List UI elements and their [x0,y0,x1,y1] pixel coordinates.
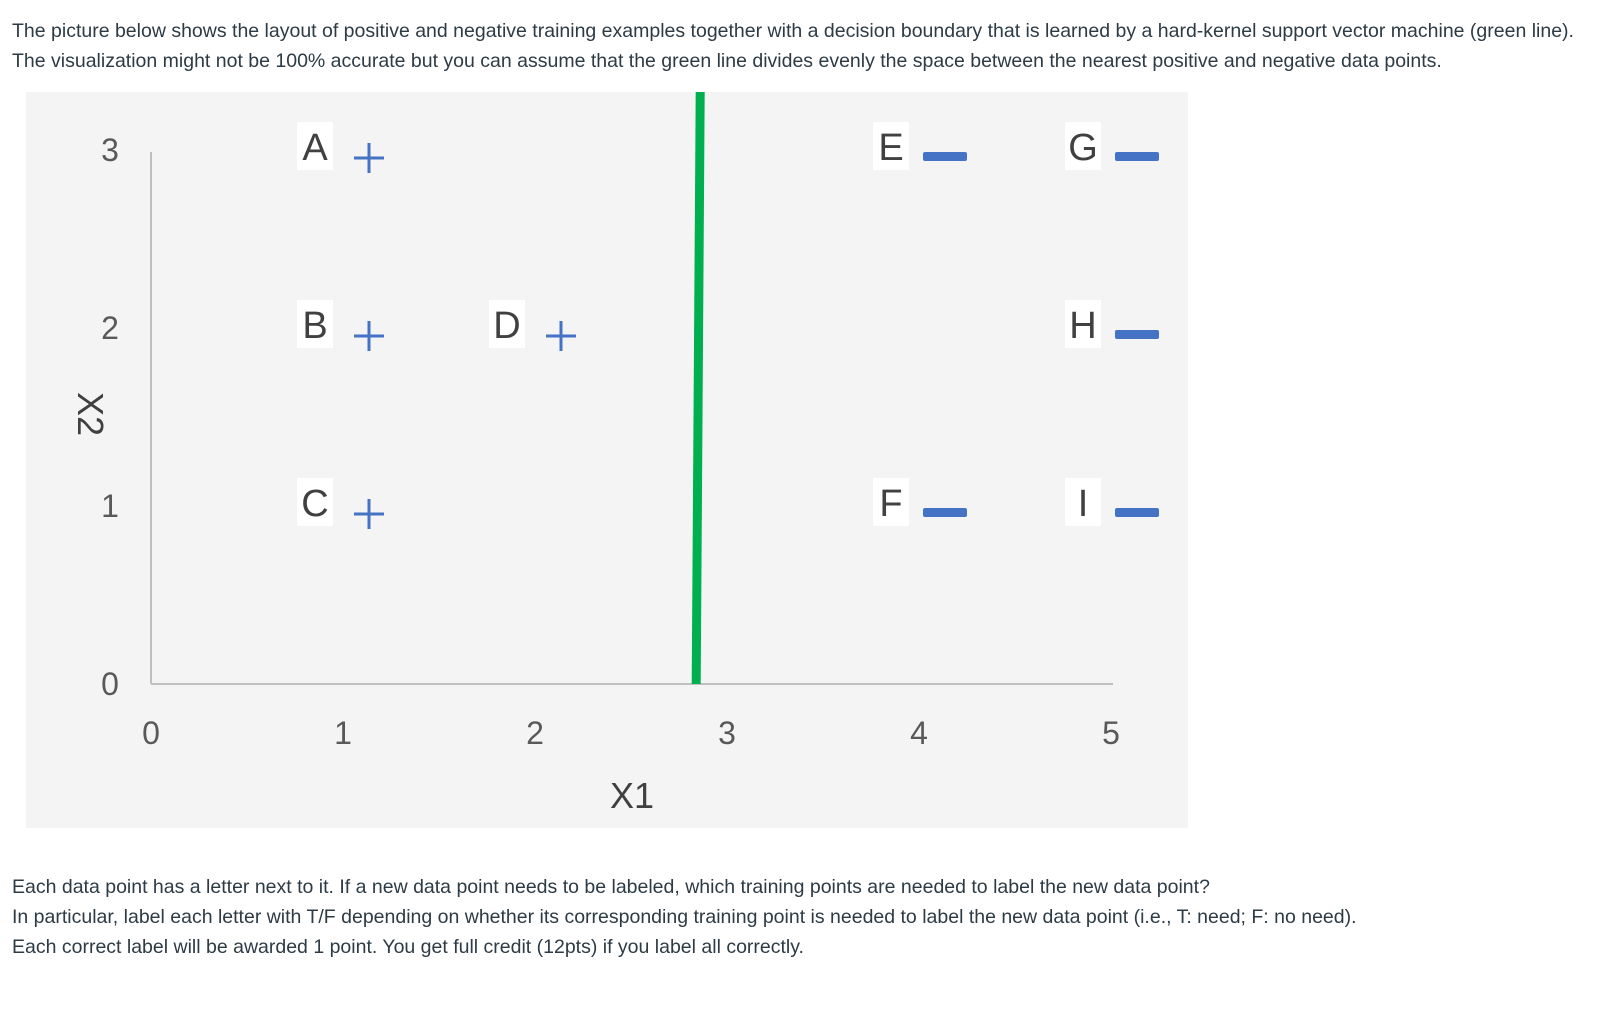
point-a-label: A [302,127,328,169]
decision-boundary-line [696,92,700,684]
question-text [12,872,1592,962]
intro-line-1: The picture below shows the layout of positive and negative training examples together with a decision boundary that is learned by a hard-kernel support vector machine (green line). [12,20,1574,42]
point-h-minus-marker [1115,330,1159,339]
point-d-label: D [493,305,521,347]
point-i-minus-marker [1115,508,1159,517]
point-g-label: G [1068,127,1098,169]
y-tick-label: 3 [101,132,119,168]
intro-text [12,16,1592,76]
y-tick-label: 0 [101,666,119,702]
point-e-minus-marker [923,152,967,161]
point-g-minus-marker [1115,152,1159,161]
point-f-label: F [879,483,903,525]
point-h-label: H [1069,305,1097,347]
question-line-1: Each data point has a letter next to it. If a new data point needs to be labeled, which training points are needed to label the new data point? [12,876,1210,898]
x-tick-label: 2 [526,715,544,751]
x-tick-label: 0 [142,715,160,751]
x-tick-label: 4 [910,715,928,751]
x-axis-title: X1 [609,775,655,816]
point-f-minus-marker [923,508,967,517]
y-tick-label: 1 [101,488,119,524]
x-tick-label: 5 [1102,715,1120,751]
question-line-3: Each correct label will be awarded 1 point. You get full credit (12pts) if you label all correctly. [12,936,804,958]
x-tick-label: 3 [718,715,736,751]
point-i-label: I [1077,483,1089,525]
svm-scatter-figure [26,92,1188,828]
svm-scatter-chart [26,92,1188,828]
x-tick-label: 1 [334,715,352,751]
y-tick-label: 2 [101,310,119,346]
y-axis-title: X2 [70,391,111,437]
intro-line-2: The visualization might not be 100% accurate but you can assume that the green line divides evenly the space between the nearest positive and negative data points. [12,50,1442,72]
question-line-2: In particular, label each letter with T/F depending on whether its corresponding training point is needed to label the new data point (i.e., T: need; F: no need). [12,906,1357,928]
point-c-label: C [301,483,329,525]
point-b-label: B [302,305,328,347]
point-e-label: E [878,127,904,169]
